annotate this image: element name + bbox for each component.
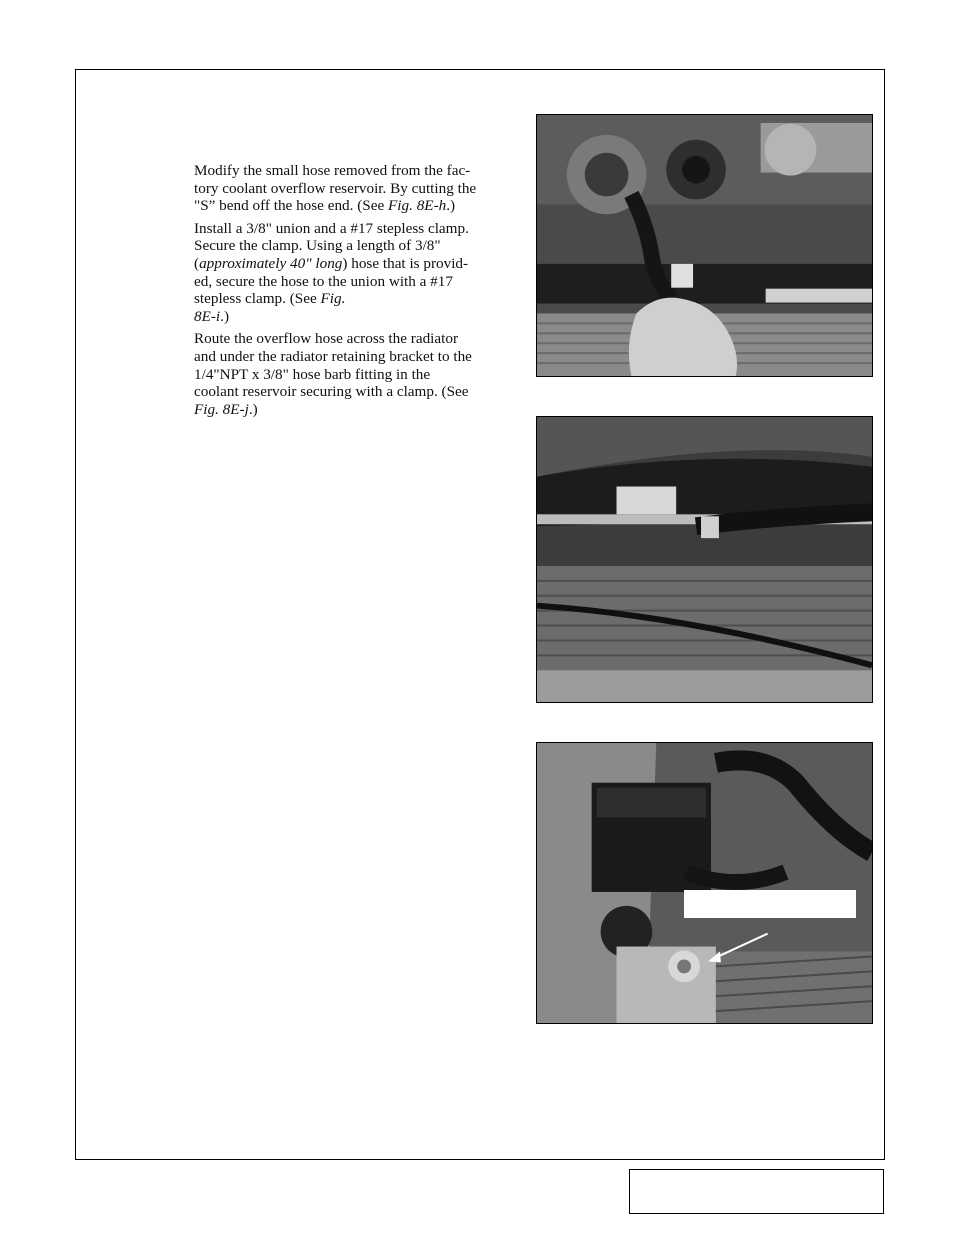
photo-fig-8e-j [536,742,873,1024]
emphasis-hose-length: approximately 40" long [199,254,343,272]
photo-hose-radiator-illustration [537,417,872,702]
photo-fig-8e-i [536,416,873,703]
photo-fig-8e-h [536,114,873,377]
photo-coolant-reservoir-illustration [537,743,872,1023]
footer-box [629,1169,884,1214]
figure-reference-8e-h: Fig. 8E-h [388,197,447,215]
instruction-paragraph-3: Route the overflow hose across the radiator and under the radiator retaining bracket to the 1/4"NPT x 3/8" hose barb fitting in the coolant reservoir securing with a clamp. (See Fig. 8E-j.) [194,330,472,418]
figure-reference-8e-j: Fig. 8E-j [194,400,249,418]
photo-callout-label-box [684,890,856,918]
figure-reference-8e-i-part1: Fig. [320,290,346,308]
instruction-paragraph-2: Install a 3/8" union and a #17 stepless clamp. Secure the clamp. Using a length of 3/8" (approximately 40" long) hose that is provid- ed, secure the hose to the union with a #17 stepless clamp. (See Fig. 8E-i.) [194,219,469,325]
photo-hose-cut-illustration [537,115,872,376]
figure-reference-8e-i-part2: 8E-i [194,307,221,325]
instruction-text [194,162,519,423]
instruction-paragraph-1: Modify the small hose removed from the fac- tory coolant overflow reservoir. By cutting the "S” bend off the hose end. (See Fig. 8E-h.) [194,162,477,215]
